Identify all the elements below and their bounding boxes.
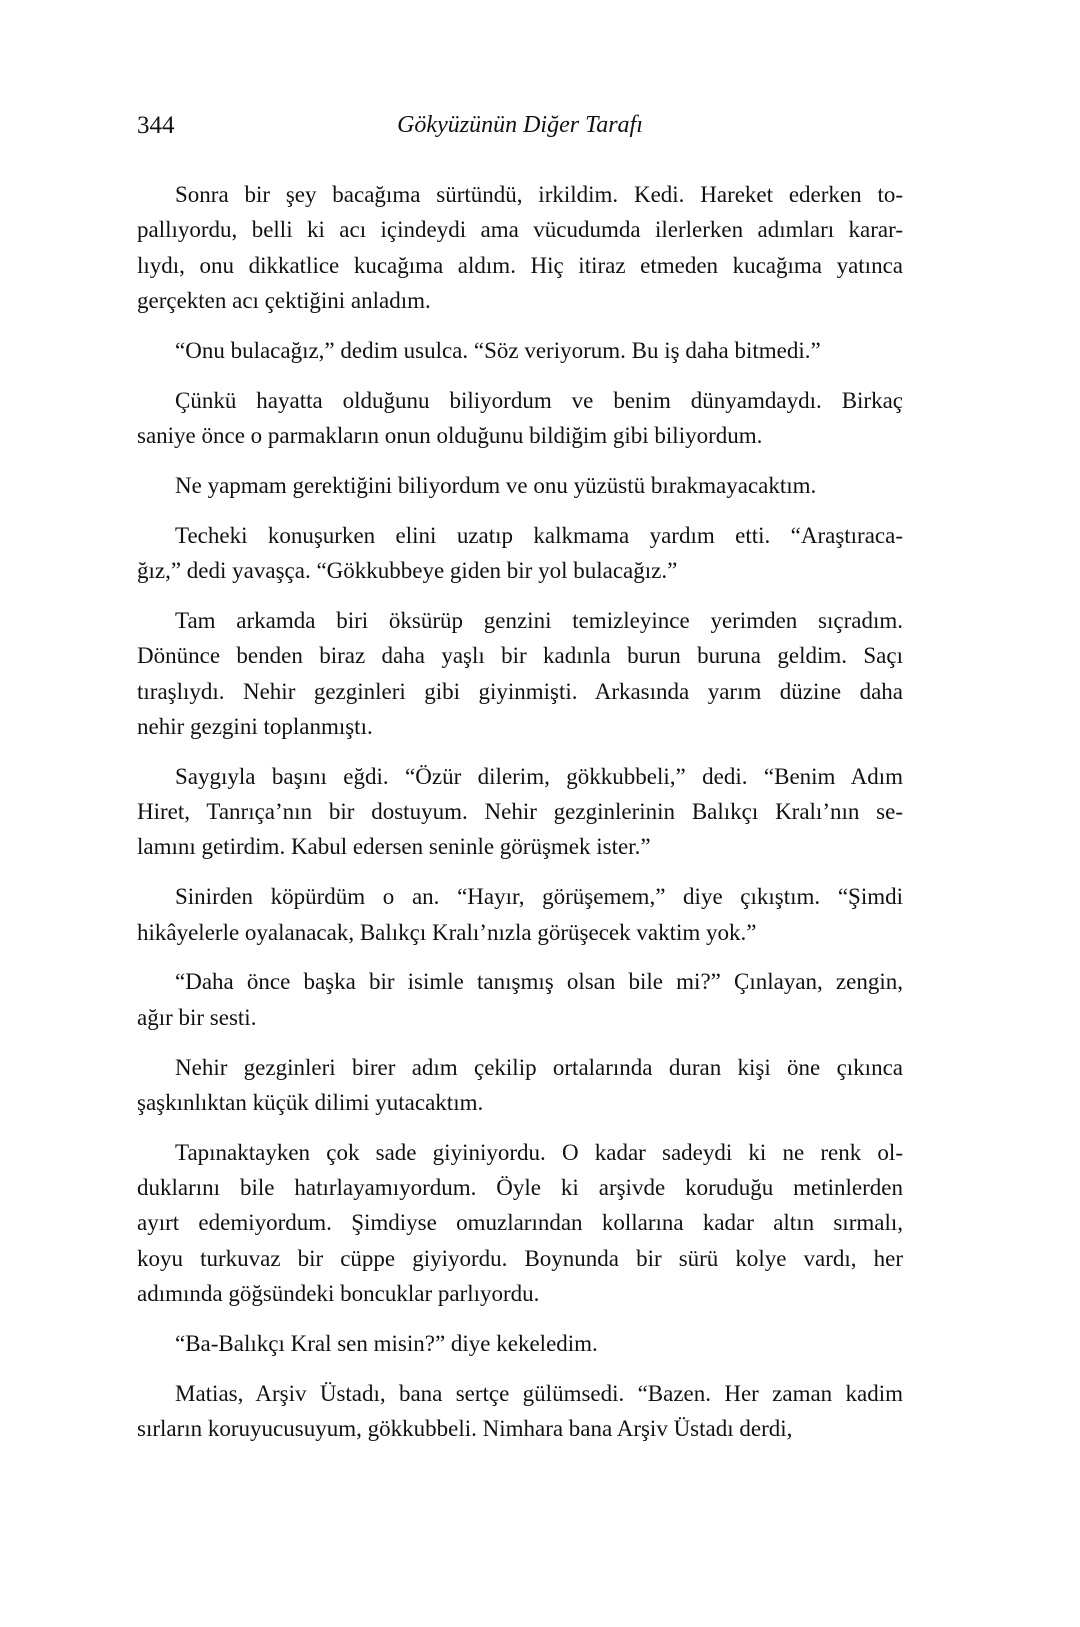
text-line: lıydı, onu dikkatlice kucağıma aldım. Hiç itiraz etmeden kucağıma yatınca xyxy=(137,252,903,278)
text-line: sırların koruyucusuyum, gökkubbeli. Nimhara bana Arşiv Üstadı derdi, xyxy=(137,1416,793,1442)
text-line: lamını getirdim. Kabul edersen seninle görüşmek ister.” xyxy=(137,834,651,860)
running-title: Gökyüzünün Diğer Tarafı xyxy=(397,112,643,138)
paragraph xyxy=(137,518,903,589)
text-line: ağır bir sesti. xyxy=(137,1004,257,1030)
text-line: Techeki konuşurken elini uzatıp kalkmama yardım etti. “Araştıraca- xyxy=(175,522,903,548)
paragraph xyxy=(137,468,903,503)
page-number: 344 xyxy=(137,112,175,139)
paragraph xyxy=(137,879,903,950)
text-line: saniye önce o parmakların onun olduğunu bildiğim gibi biliyordum. xyxy=(137,422,763,448)
text-line: Tapınaktayken çok sade giyiniyordu. O kadar sadeydi ki ne renk ol- xyxy=(175,1139,903,1165)
paragraph xyxy=(137,759,903,865)
text-line: adımında göğsündeki boncuklar parlıyordu. xyxy=(137,1280,540,1306)
text-line: “Ba-Balıkçı Kral sen misin?” diye kekeledim. xyxy=(175,1330,598,1356)
text-line: Çünkü hayatta olduğunu biliyordum ve benim dünyamdaydı. Birkaç xyxy=(175,387,903,413)
paragraph xyxy=(137,1326,903,1361)
text-line: gerçekten acı çektiğini anladım. xyxy=(137,287,431,313)
page-header xyxy=(137,112,903,146)
text-line: ğız,” dedi yavaşça. “Gökkubbeye giden bir yol bulacağız.” xyxy=(137,558,678,584)
text-line: Sonra bir şey bacağıma sürtündü, irkildim. Kedi. Hareket ederken to- xyxy=(175,182,903,207)
paragraph xyxy=(137,333,903,368)
paragraph xyxy=(137,1376,903,1447)
text-line: Sinirden köpürdüm o an. “Hayır, görüşemem,” diye çıkıştım. “Şimdi xyxy=(175,884,903,910)
body-text xyxy=(137,177,903,1446)
text-line: tıraşlıydı. Nehir gezginleri gibi giyinmişti. Arkasında yarım düzine daha xyxy=(137,678,903,704)
text-line: Nehir gezginleri birer adım çekilip ortalarında duran kişi öne çıkınca xyxy=(175,1054,903,1080)
paragraph xyxy=(137,1135,903,1311)
text-line: Hiret, Tanrıça’nın bir dostuyum. Nehir gezginlerinin Balıkçı Kralı’nın se- xyxy=(137,799,903,825)
text-line: koyu turkuvaz bir cüppe giyiyordu. Boynunda bir sürü kolye vardı, her xyxy=(137,1245,903,1271)
text-line: Matias, Arşiv Üstadı, bana sertçe gülümsedi. “Bazen. Her zaman kadim xyxy=(175,1380,903,1406)
text-line: Saygıyla başını eğdi. “Özür dilerim, gökkubbeli,” dedi. “Benim Adım xyxy=(175,763,903,789)
paragraph xyxy=(137,964,903,1035)
text-line: hikâyelerle oyalanacak, Balıkçı Kralı’nızla görüşecek vaktim yok.” xyxy=(137,919,757,945)
text-line: “Onu bulacağız,” dedim usulca. “Söz veriyorum. Bu iş daha bitmedi.” xyxy=(175,337,821,363)
text-line: Ne yapmam gerektiğini biliyordum ve onu yüzüstü bırakmayacaktım. xyxy=(175,472,817,498)
paragraph xyxy=(137,603,903,744)
text-line: Dönünce benden biraz daha yaşlı bir kadınla burun buruna geldim. Saçı xyxy=(137,643,903,669)
paragraph xyxy=(137,177,903,318)
text-line: “Daha önce başka bir isimle tanışmış olsan bile mi?” Çınlayan, zengin, xyxy=(175,969,903,995)
text-line: ayırt edemiyordum. Şimdiyse omuzlarından kollarına kadar altın sırmalı, xyxy=(137,1210,903,1236)
text-line: Tam arkamda biri öksürüp genzini temizleyince yerimden sıçradım. xyxy=(175,607,903,633)
text-line: şaşkınlıktan küçük dilimi yutacaktım. xyxy=(137,1089,484,1115)
text-line: duklarını bile hatırlayamıyordum. Öyle ki arşivde koruduğu metinlerden xyxy=(137,1175,903,1201)
text-line: nehir gezgini toplanmıştı. xyxy=(137,713,373,739)
text-line: pallıyordu, belli ki acı içindeydi ama vücudumda ilerlerken adımları karar- xyxy=(137,217,903,243)
paragraph xyxy=(137,383,903,454)
paragraph xyxy=(137,1050,903,1121)
